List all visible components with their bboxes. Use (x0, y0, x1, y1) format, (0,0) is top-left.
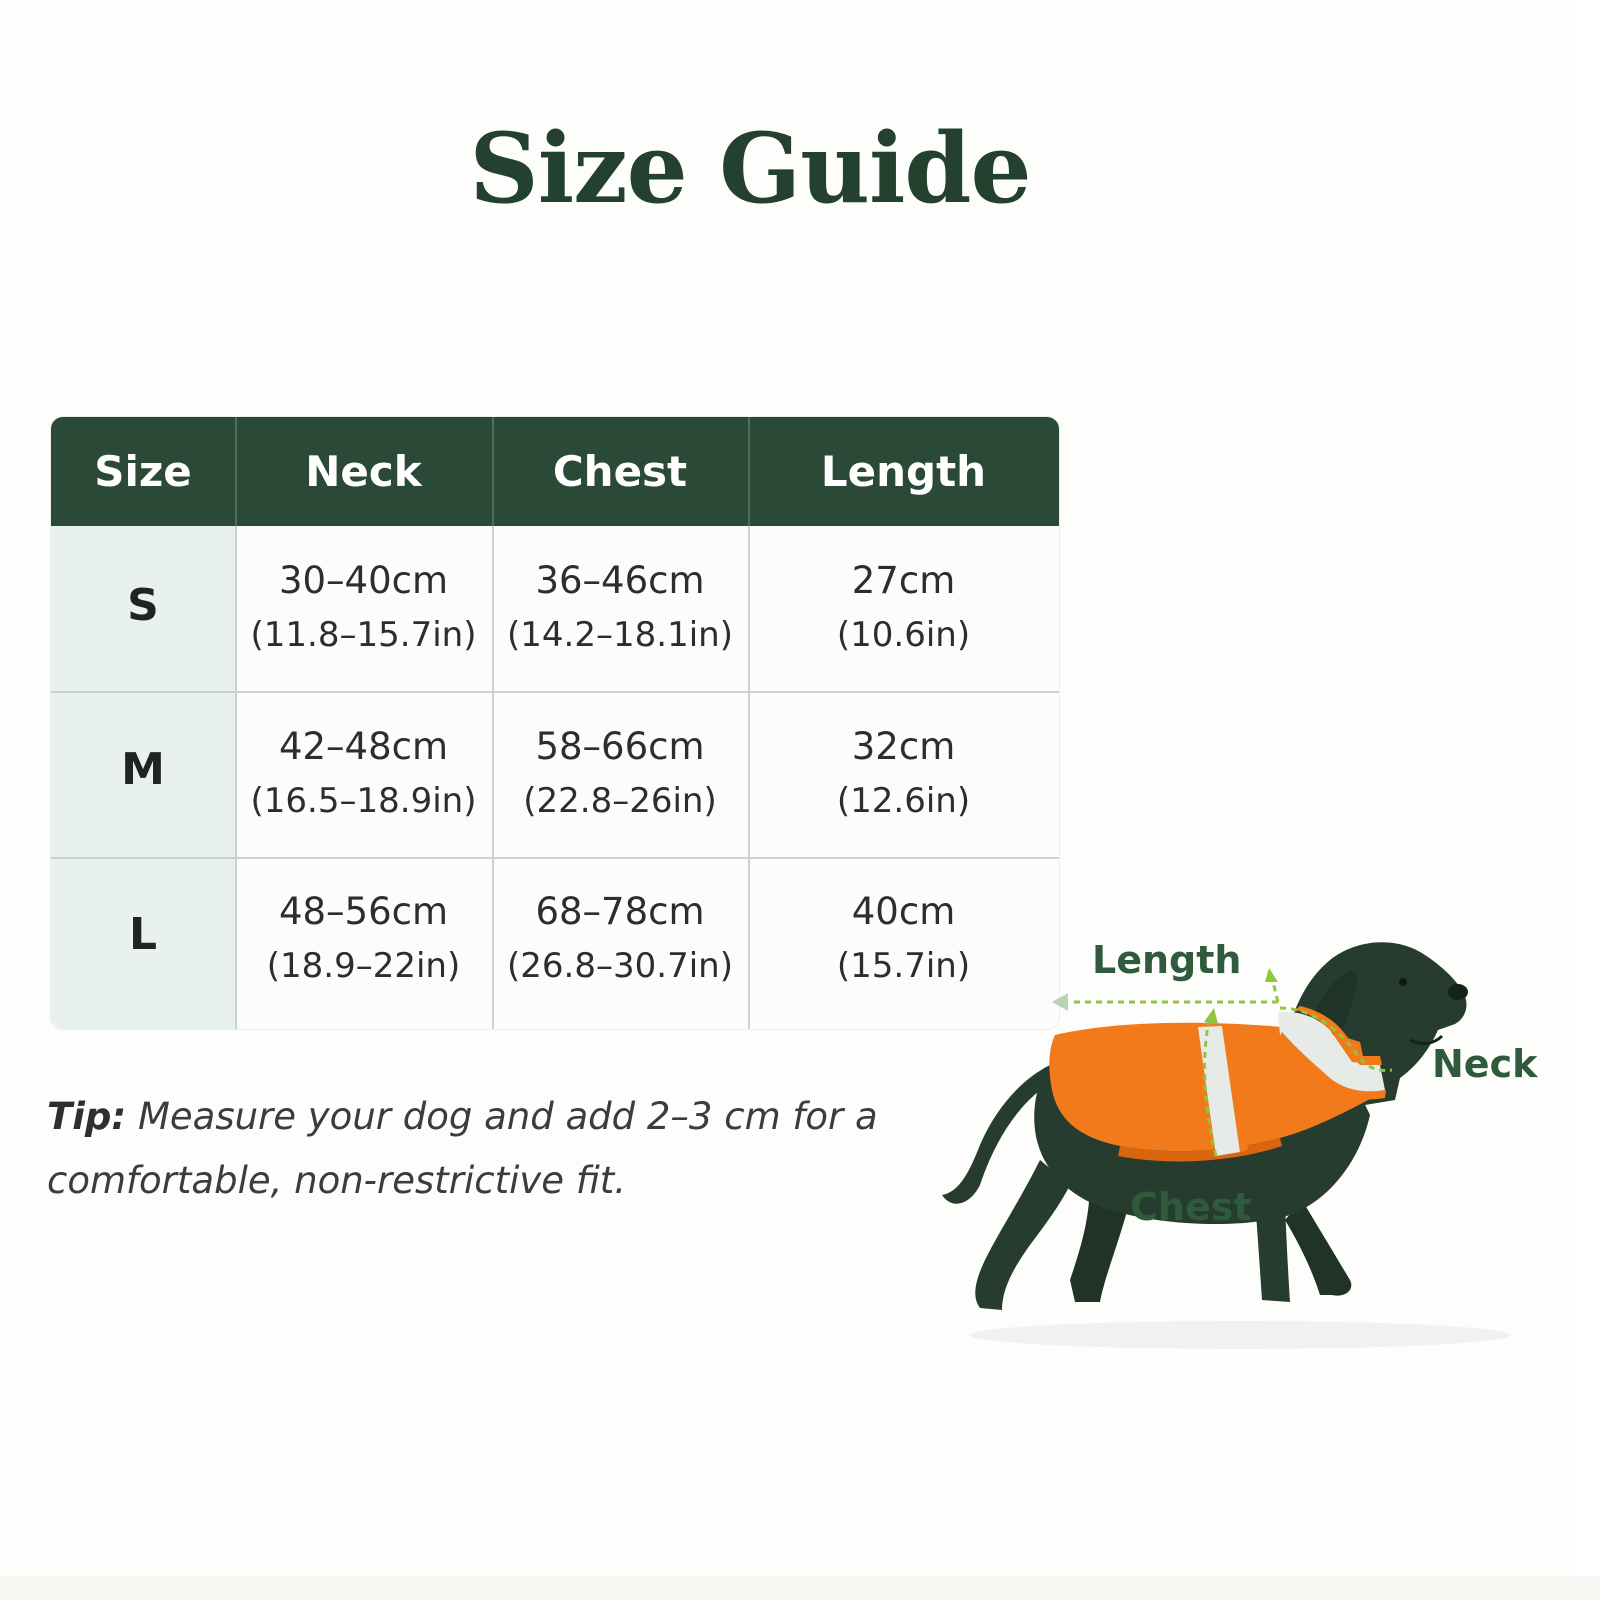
value-cm: 42–48cm (278, 725, 449, 768)
table-header (51, 417, 1059, 526)
tip-text: Measure your dog and add 2–3 cm for a comfortable, non-restrictive fit. (47, 1095, 878, 1202)
table-divider (492, 417, 494, 526)
table-cell-neck (235, 885, 492, 993)
value-in: (11.8–15.7in) (250, 615, 477, 655)
dog-measurement-illustration (940, 930, 1560, 1360)
page-edge (0, 1576, 1600, 1600)
tip-label: Tip: (47, 1095, 127, 1138)
value-in: (26.8–30.7in) (507, 946, 733, 986)
column-header-length: Length (820, 447, 987, 496)
table-cell-chest (492, 885, 748, 993)
table-divider (748, 417, 750, 526)
value-cm: 48–56cm (278, 890, 449, 933)
table-cell-neck (235, 720, 492, 828)
table-divider (235, 417, 237, 526)
value-in: (14.2–18.1in) (507, 615, 733, 655)
column-header-chest: Chest (552, 447, 688, 496)
page-edge (1576, 0, 1600, 1600)
value-in: (12.6in) (836, 781, 971, 821)
value-in: (10.6in) (836, 615, 971, 655)
value-in: (15.7in) (836, 946, 971, 986)
label-neck: Neck (1432, 1042, 1538, 1086)
column-header-neck: Neck (305, 447, 422, 496)
column-header-size: Size (94, 447, 192, 496)
dog-in-safety-vest-illustration (940, 930, 1560, 1360)
value-cm: 32cm (851, 725, 956, 768)
value-in: (16.5–18.9in) (250, 781, 477, 821)
value-in: (22.8–26in) (523, 781, 717, 821)
table-cell-neck (235, 554, 492, 662)
value-cm: 68–78cm (535, 890, 705, 933)
table-cell-length (748, 720, 1059, 828)
size-label-l: L (128, 909, 158, 960)
value-in: (18.9–22in) (266, 946, 461, 986)
table-row-divider (51, 691, 1059, 693)
fit-tip (47, 1085, 927, 1213)
value-cm: 36–46cm (535, 559, 705, 602)
value-cm: 27cm (851, 559, 956, 602)
value-cm: 30–40cm (278, 559, 449, 602)
table-cell-chest (492, 554, 748, 662)
value-cm: 40cm (851, 890, 956, 933)
table-cell-chest (492, 720, 748, 828)
label-chest: Chest (1130, 1185, 1252, 1229)
size-table (51, 417, 1059, 1029)
table-row-divider (51, 857, 1059, 859)
size-label-s: S (127, 580, 159, 631)
label-length: Length (1092, 938, 1242, 982)
page-title: Size Guide (469, 112, 1031, 225)
value-cm: 58–66cm (535, 725, 705, 768)
table-cell-length (748, 554, 1059, 662)
size-label-m: M (121, 744, 165, 795)
